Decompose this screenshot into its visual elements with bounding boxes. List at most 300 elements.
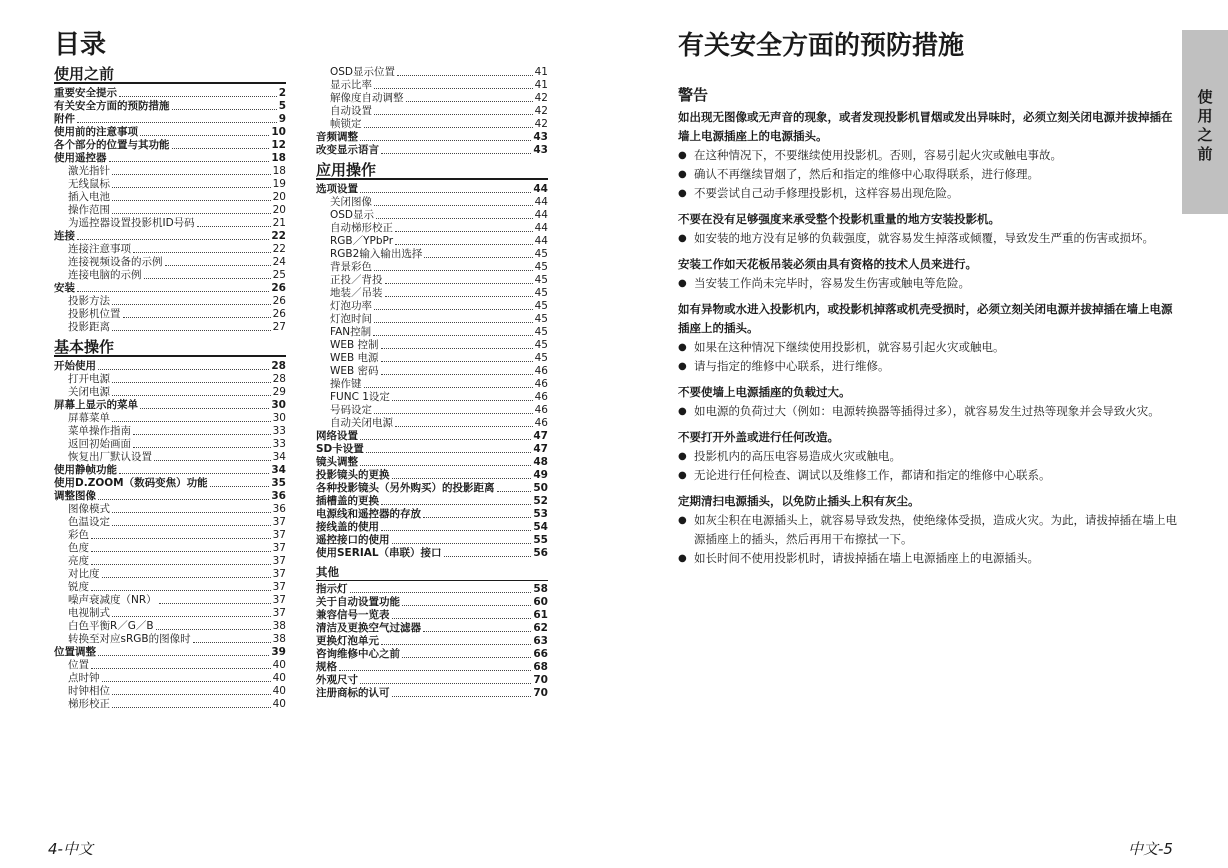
toc-leader-dots xyxy=(112,330,271,331)
toc-entry-page: 48 xyxy=(533,456,548,468)
toc-entry-label: 注册商标的认可 xyxy=(316,687,390,699)
toc-entry xyxy=(316,521,548,534)
toc-entry-label: 白色平衡R／G／B xyxy=(68,620,154,632)
toc-entry-page: 37 xyxy=(272,594,286,606)
toc-entry-page: 2 xyxy=(278,87,286,99)
safety-bullet-text: 如电源的负荷过大（例如：电源转换器等插得过多），就容易发生过热等现象并会导致火灾。 xyxy=(694,404,1160,418)
toc-entry-page: 24 xyxy=(272,256,286,268)
safety-bullet-text: 在这种情况下，不要继续使用投影机。否则，容易引起火灾或触电事故。 xyxy=(694,148,1062,162)
toc-entry-label: 电视制式 xyxy=(68,607,110,619)
toc-entry xyxy=(316,661,548,674)
toc-leader-dots xyxy=(112,421,271,422)
toc-leader-dots xyxy=(374,205,533,206)
toc-entry-label: SD卡设置 xyxy=(316,443,364,455)
toc-entry-label: 更换灯泡单元 xyxy=(316,635,379,647)
toc-entry-label: 灯泡功率 xyxy=(330,300,372,312)
toc-entry-page: 37 xyxy=(272,516,286,528)
toc-entry-label: 接线盖的使用 xyxy=(316,521,379,533)
toc-leader-dots xyxy=(360,465,531,466)
toc-leader-dots xyxy=(406,101,533,102)
toc-leader-dots xyxy=(112,382,271,383)
safety-bullet xyxy=(678,338,1178,357)
toc-entry-page: 38 xyxy=(272,620,286,632)
toc-subentry xyxy=(54,178,286,191)
toc-subentry xyxy=(316,66,548,79)
toc-entry-label: 梯形校正 xyxy=(68,698,110,710)
safety-section xyxy=(678,210,1178,248)
toc-entry-label: 音频调整 xyxy=(316,131,358,143)
toc-entry-label: 网络设置 xyxy=(316,430,358,442)
safety-section-heading: 不要打开外盖或进行任何改造。 xyxy=(678,430,839,444)
toc-entry-label: 连接 xyxy=(54,230,75,242)
toc-entry-page: 68 xyxy=(533,661,548,673)
toc-entry-page: 54 xyxy=(533,521,548,533)
toc-entry-page: 44 xyxy=(534,196,548,208)
toc-entry xyxy=(316,482,548,495)
toc-leader-dots xyxy=(395,244,533,245)
safety-bullet-text: 如长时间不使用投影机时，请拔掉插在墙上电源插座上的电源插头。 xyxy=(694,551,1039,565)
safety-bullet xyxy=(678,184,1178,203)
toc-entry-page: 40 xyxy=(272,698,286,710)
toc-leader-dots xyxy=(109,161,270,162)
toc-leader-dots xyxy=(350,592,532,593)
toc-subentry xyxy=(54,529,286,542)
toc-entry-page: 52 xyxy=(533,495,548,507)
toc-entry-page: 43 xyxy=(533,144,548,156)
toc-entry-label: 使用SERIAL（串联）接口 xyxy=(316,547,442,559)
toc-leader-dots xyxy=(91,668,271,669)
bullet-icon: ● xyxy=(678,342,687,353)
toc-entry-page: 45 xyxy=(534,287,548,299)
safety-section xyxy=(678,300,1178,376)
toc-entry-label: 镜头调整 xyxy=(316,456,358,468)
safety-bullet xyxy=(678,447,1178,466)
safety-bullet-text: 如果在这种情况下继续使用投影机，就容易引起火灾或触电。 xyxy=(694,340,1005,354)
bullet-icon: ● xyxy=(678,470,687,481)
toc-entry-page: 37 xyxy=(272,581,286,593)
toc-entry-label: 安装 xyxy=(54,282,75,294)
safety-bullet-text: 不要尝试自己动手修理投影机，这样容易出现危险。 xyxy=(694,186,959,200)
toc-leader-dots xyxy=(112,525,271,526)
safety-title: 有关安全方面的预防措施 xyxy=(678,31,965,61)
toc-entry-page: 45 xyxy=(534,313,548,325)
safety-bullet-text: 无论进行任何检查、调试以及维修工作，都请和指定的维修中心联系。 xyxy=(694,468,1051,482)
toc-entry-page: 20 xyxy=(272,191,286,203)
toc-entry-page: 37 xyxy=(272,568,286,580)
toc-subentry xyxy=(54,308,286,321)
toc-entry-label: 屏幕菜单 xyxy=(68,412,110,424)
toc-subentry xyxy=(316,92,548,105)
toc-leader-dots xyxy=(156,629,271,630)
toc-entry-label: 地装／吊装 xyxy=(330,287,383,299)
toc-entry-page: 45 xyxy=(534,326,548,338)
toc-entry-page: 41 xyxy=(534,66,548,78)
toc-subentry xyxy=(316,326,548,339)
toc-entry-label: 彩色 xyxy=(68,529,89,541)
toc-leader-dots xyxy=(119,96,277,97)
toc-entry-page: 27 xyxy=(272,321,286,333)
toc-entry-label: 时钟相位 xyxy=(68,685,110,697)
safety-bullet-text: 当安装工作尚未完毕时，容易发生伤害或触电等危险。 xyxy=(694,276,970,290)
toc-leader-dots xyxy=(374,270,533,271)
bullet-icon: ● xyxy=(678,515,687,526)
toc-entry-page: 12 xyxy=(271,139,286,151)
toc-leader-dots xyxy=(197,226,271,227)
toc-subentry xyxy=(316,378,548,391)
toc-leader-dots xyxy=(98,499,269,500)
toc-entry-page: 43 xyxy=(533,131,548,143)
toc-subentry xyxy=(54,451,286,464)
safety-section-heading: 不要使墙上电源插座的负载过大。 xyxy=(678,385,851,399)
toc-subentry xyxy=(54,191,286,204)
toc-entry-label: 打开电源 xyxy=(68,373,110,385)
toc-leader-dots xyxy=(392,618,532,619)
toc-leader-dots xyxy=(98,655,269,656)
toc-leader-dots xyxy=(193,642,271,643)
toc-entry-label: 恢复出厂默认设置 xyxy=(68,451,152,463)
page-number-left: 4-中文 xyxy=(48,840,93,858)
toc-subentry xyxy=(54,425,286,438)
toc-entry-page: 46 xyxy=(534,378,548,390)
safety-section-heading: 安装工作如天花板吊装必须由具有资格的技术人员来进行。 xyxy=(678,257,977,271)
toc-leader-dots xyxy=(374,88,533,89)
toc-entry-label: 咨询维修中心之前 xyxy=(316,648,400,660)
toc-subentry xyxy=(54,672,286,685)
toc-entry-label: 连接注意事项 xyxy=(68,243,131,255)
toc-leader-dots xyxy=(159,603,271,604)
toc-subentry xyxy=(54,321,286,334)
toc-subentry xyxy=(54,698,286,711)
toc-entry-page: 22 xyxy=(271,230,286,242)
toc-subentry xyxy=(54,581,286,594)
toc-entry-label: FAN控制 xyxy=(330,326,372,338)
toc-entry-page: 60 xyxy=(533,596,548,608)
toc-entry-label: 噪声衰减度（NR） xyxy=(68,594,157,606)
toc-subentry xyxy=(54,659,286,672)
toc-leader-dots xyxy=(112,304,271,305)
toc-subentry xyxy=(316,391,548,404)
toc-subentry xyxy=(316,118,548,131)
toc-leader-dots xyxy=(397,75,533,76)
toc-entry-page: 41 xyxy=(534,79,548,91)
toc-entry xyxy=(54,282,286,295)
toc-leader-dots xyxy=(374,322,533,323)
toc-subentry xyxy=(54,516,286,529)
toc-entry-label: 电源线和遥控器的存放 xyxy=(316,508,421,520)
toc-entry-label: 遥控接口的使用 xyxy=(316,534,390,546)
toc-entry-label: 投影镜头的更换 xyxy=(316,469,390,481)
toc-leader-dots xyxy=(423,517,531,518)
toc-leader-dots xyxy=(154,460,271,461)
toc-leader-dots xyxy=(423,631,531,632)
toc-entry xyxy=(316,622,548,635)
bullet-icon: ● xyxy=(678,169,687,180)
toc-entry-page: 28 xyxy=(271,360,286,372)
safety-bullet-text: 如安装的地方没有足够的负载强度，就容易发生掉落或倾覆，导致发生严重的伤害或损坏。 xyxy=(694,231,1154,245)
toc-entry-page: 19 xyxy=(272,178,286,190)
toc-leader-dots xyxy=(77,239,269,240)
safety-bullet-text: 请与指定的维修中心联系，进行维修。 xyxy=(694,359,890,373)
toc-entry-page: 37 xyxy=(272,542,286,554)
toc-entry-page: 22 xyxy=(272,243,286,255)
safety-bullet-text: 确认不再继续冒烟了，然后和指定的维修中心取得联系，进行修理。 xyxy=(694,167,1039,181)
toc-entry xyxy=(54,126,286,139)
safety-bullet xyxy=(678,402,1178,421)
toc-entry-label: 开始使用 xyxy=(54,360,96,372)
toc-subentry xyxy=(54,295,286,308)
toc-subentry xyxy=(316,248,548,261)
toc-leader-dots xyxy=(395,231,533,232)
toc-entry-page: 34 xyxy=(271,464,286,476)
toc-subentry xyxy=(316,339,548,352)
toc-subentry xyxy=(54,542,286,555)
bullet-icon: ● xyxy=(678,233,687,244)
toc-entry-label: 点时钟 xyxy=(68,672,100,684)
toc-entry-label: 关于自动设置功能 xyxy=(316,596,400,608)
toc-entry-label: 各个部分的位置与其功能 xyxy=(54,139,170,151)
toc-subentry xyxy=(316,287,548,300)
toc-leader-dots xyxy=(102,577,271,578)
toc-entry-label: 连接电脑的示例 xyxy=(68,269,142,281)
toc-leader-dots xyxy=(402,605,531,606)
toc-entry-label: 规格 xyxy=(316,661,337,673)
toc-subentry xyxy=(54,217,286,230)
toc-entry-page: 46 xyxy=(534,404,548,416)
toc-entry xyxy=(316,131,548,144)
bullet-icon: ● xyxy=(678,451,687,462)
toc-entry-label: 投影距离 xyxy=(68,321,110,333)
toc-entry-page: 44 xyxy=(533,183,548,195)
safety-bullet xyxy=(678,466,1178,485)
toc-subentry xyxy=(54,256,286,269)
toc-entry-label: 帧锁定 xyxy=(330,118,362,130)
toc-entry-label: 锐度 xyxy=(68,581,89,593)
safety-section-heading: 如有异物或水进入投影机内，或投影机掉落或机壳受损时，必须立刻关闭电源并拔掉插在墙上电源插座上的插头。 xyxy=(678,302,1173,335)
toc-entry-label: WEB 密码 xyxy=(330,365,379,377)
toc-leader-dots xyxy=(91,564,271,565)
toc-entry-page: 61 xyxy=(533,609,548,621)
toc-leader-dots xyxy=(112,616,271,617)
toc-subentry xyxy=(54,633,286,646)
toc-leader-dots xyxy=(102,681,271,682)
toc-subentry xyxy=(54,568,286,581)
toc-entry-page: 35 xyxy=(271,477,286,489)
safety-bullet xyxy=(678,165,1178,184)
toc-entry xyxy=(316,456,548,469)
toc-leader-dots xyxy=(112,512,271,513)
warning-heading: 警告 xyxy=(678,86,709,104)
toc-entry-page: 42 xyxy=(534,92,548,104)
safety-bullet xyxy=(678,229,1178,248)
toc-entry-label: 使用遥控器 xyxy=(54,152,107,164)
toc-leader-dots xyxy=(381,644,531,645)
toc-section-heading: 应用操作 xyxy=(316,162,548,180)
toc-entry-page: 26 xyxy=(272,295,286,307)
toc-entry-label: 投影机位置 xyxy=(68,308,121,320)
toc-subentry xyxy=(54,503,286,516)
toc-subentry xyxy=(316,79,548,92)
toc-leader-dots xyxy=(123,317,271,318)
toc-entry-label: 重要安全提示 xyxy=(54,87,117,99)
toc-leader-dots xyxy=(133,434,271,435)
toc-entry-label: RGB2输入输出选择 xyxy=(330,248,423,260)
toc-entry-page: 55 xyxy=(533,534,548,546)
toc-entry-page: 5 xyxy=(278,100,286,112)
toc-entry-label: 插槽盖的更换 xyxy=(316,495,379,507)
toc-subentry xyxy=(54,685,286,698)
toc-entry-label: 关闭电源 xyxy=(68,386,110,398)
toc-entry-page: 21 xyxy=(272,217,286,229)
toc-entry-label: 背景彩色 xyxy=(330,261,372,273)
toc-entry-page: 28 xyxy=(272,373,286,385)
safety-section-heading: 不要在没有足够强度来承受整个投影机重量的地方安装投影机。 xyxy=(678,212,1000,226)
toc-entry-page: 47 xyxy=(533,443,548,455)
toc-entry-page: 58 xyxy=(533,583,548,595)
side-tab-label: 使用之前 xyxy=(1197,88,1213,163)
toc-entry-page: 37 xyxy=(272,555,286,567)
toc-leader-dots xyxy=(144,278,271,279)
toc-leader-dots xyxy=(119,473,269,474)
toc-entry-page: 40 xyxy=(272,672,286,684)
toc-entry-page: 9 xyxy=(278,113,286,125)
toc-entry-page: 47 xyxy=(533,430,548,442)
toc-entry xyxy=(54,100,286,113)
toc-leader-dots xyxy=(381,153,531,154)
toc-leader-dots xyxy=(381,374,533,375)
toc-entry-page: 62 xyxy=(533,622,548,634)
toc-entry-page: 30 xyxy=(272,412,286,424)
toc-entry-label: 自动梯形校正 xyxy=(330,222,393,234)
toc-subentry xyxy=(316,222,548,235)
toc-entry-page: 45 xyxy=(534,261,548,273)
toc-leader-dots xyxy=(112,395,271,396)
toc-leader-dots xyxy=(140,135,269,136)
toc-subentry xyxy=(316,404,548,417)
toc-entry-label: 位置调整 xyxy=(54,646,96,658)
toc-entry xyxy=(316,583,548,596)
toc-entry-page: 33 xyxy=(272,425,286,437)
toc-entry-label: 外观尺寸 xyxy=(316,674,358,686)
toc-entry-page: 45 xyxy=(534,274,548,286)
toc-leader-dots xyxy=(133,252,271,253)
toc-entry xyxy=(54,87,286,100)
toc-subentry xyxy=(316,313,548,326)
toc-entry xyxy=(54,230,286,243)
toc-leader-dots xyxy=(364,387,533,388)
toc-entry-page: 39 xyxy=(271,646,286,658)
toc-subentry xyxy=(316,209,548,222)
toc-entry-label: 屏幕上显示的菜单 xyxy=(54,399,138,411)
toc-entry-label: 灯泡时间 xyxy=(330,313,372,325)
toc-entry-label: OSD显示位置 xyxy=(330,66,396,78)
safety-bullet xyxy=(678,146,1178,165)
toc-entry-page: 25 xyxy=(272,269,286,281)
toc-subentry xyxy=(54,607,286,620)
toc-leader-dots xyxy=(374,413,533,414)
toc-leader-dots xyxy=(91,590,271,591)
toc-entry-label: 自动设置 xyxy=(330,105,372,117)
toc-leader-dots xyxy=(133,447,271,448)
toc-leader-dots xyxy=(360,439,531,440)
toc-leader-dots xyxy=(360,192,531,193)
toc-subentry xyxy=(54,594,286,607)
toc-leader-dots xyxy=(77,291,269,292)
bullet-icon: ● xyxy=(678,553,687,564)
toc-section-heading: 其他 xyxy=(316,565,548,581)
toc-entry xyxy=(316,443,548,456)
toc-entry xyxy=(316,430,548,443)
toc-entry-page: 49 xyxy=(533,469,548,481)
toc-subentry xyxy=(316,261,548,274)
toc-section-heading: 基本操作 xyxy=(54,339,286,357)
toc-entry-label: 有关安全方面的预防措施 xyxy=(54,100,170,112)
toc-entry-page: 66 xyxy=(533,648,548,660)
toc-entry-label: 操作键 xyxy=(330,378,362,390)
toc-leader-dots xyxy=(91,538,271,539)
toc-subentry xyxy=(54,620,286,633)
toc-entry-label: RGB／YPbPr xyxy=(330,235,394,247)
bullet-icon: ● xyxy=(678,406,687,417)
toc-entry-page: 40 xyxy=(272,659,286,671)
toc-entry xyxy=(316,183,548,196)
toc-leader-dots xyxy=(497,491,532,492)
toc-entry-page: 33 xyxy=(272,438,286,450)
toc-entry-page: 10 xyxy=(271,126,286,138)
toc-leader-dots xyxy=(374,309,533,310)
toc-entry xyxy=(54,360,286,373)
toc-column-2 xyxy=(316,66,548,700)
toc-subentry xyxy=(316,105,548,118)
toc-entry-label: 色度 xyxy=(68,542,89,554)
safety-bullet-text: 投影机内的高压电容易造成火灾或触电。 xyxy=(694,449,901,463)
toc-entry-label: 转换至对应sRGB的图像时 xyxy=(68,633,191,645)
toc-entry-page: 63 xyxy=(533,635,548,647)
toc-leader-dots xyxy=(392,478,532,479)
toc-entry-page: 45 xyxy=(534,339,548,351)
toc-leader-dots xyxy=(364,127,533,128)
toc-leader-dots xyxy=(392,543,532,544)
safety-section xyxy=(678,255,1178,293)
toc-entry-label: 兼容信号一览表 xyxy=(316,609,390,621)
toc-entry-label: 使用D.ZOOM（数码变焦）功能 xyxy=(54,477,208,489)
toc-subentry xyxy=(54,204,286,217)
toc-entry-page: 53 xyxy=(533,508,548,520)
toc-subentry xyxy=(316,300,548,313)
toc-entry xyxy=(316,469,548,482)
safety-section xyxy=(678,492,1178,568)
toc-leader-dots xyxy=(360,140,531,141)
toc-entry-label: 解像度自动调整 xyxy=(330,92,404,104)
toc-entry xyxy=(54,113,286,126)
toc-entry-page: 37 xyxy=(272,529,286,541)
toc-leader-dots xyxy=(91,551,271,552)
toc-entry-page: 56 xyxy=(533,547,548,559)
toc-leader-dots xyxy=(385,283,533,284)
toc-leader-dots xyxy=(360,683,531,684)
toc-entry-label: 显示比率 xyxy=(330,79,372,91)
toc-entry-label: 选项设置 xyxy=(316,183,358,195)
toc-leader-dots xyxy=(381,348,533,349)
toc-entry-label: 清洁及更换空气过滤器 xyxy=(316,622,421,634)
toc-entry-label: 附件 xyxy=(54,113,75,125)
toc-entry-page: 70 xyxy=(533,674,548,686)
toc-leader-dots xyxy=(373,335,533,336)
toc-entry-label: 正投／背投 xyxy=(330,274,383,286)
section-side-tab xyxy=(1182,30,1228,214)
toc-entry xyxy=(316,547,548,560)
toc-entry-page: 30 xyxy=(271,399,286,411)
toc-entry-label: 图像模式 xyxy=(68,503,110,515)
